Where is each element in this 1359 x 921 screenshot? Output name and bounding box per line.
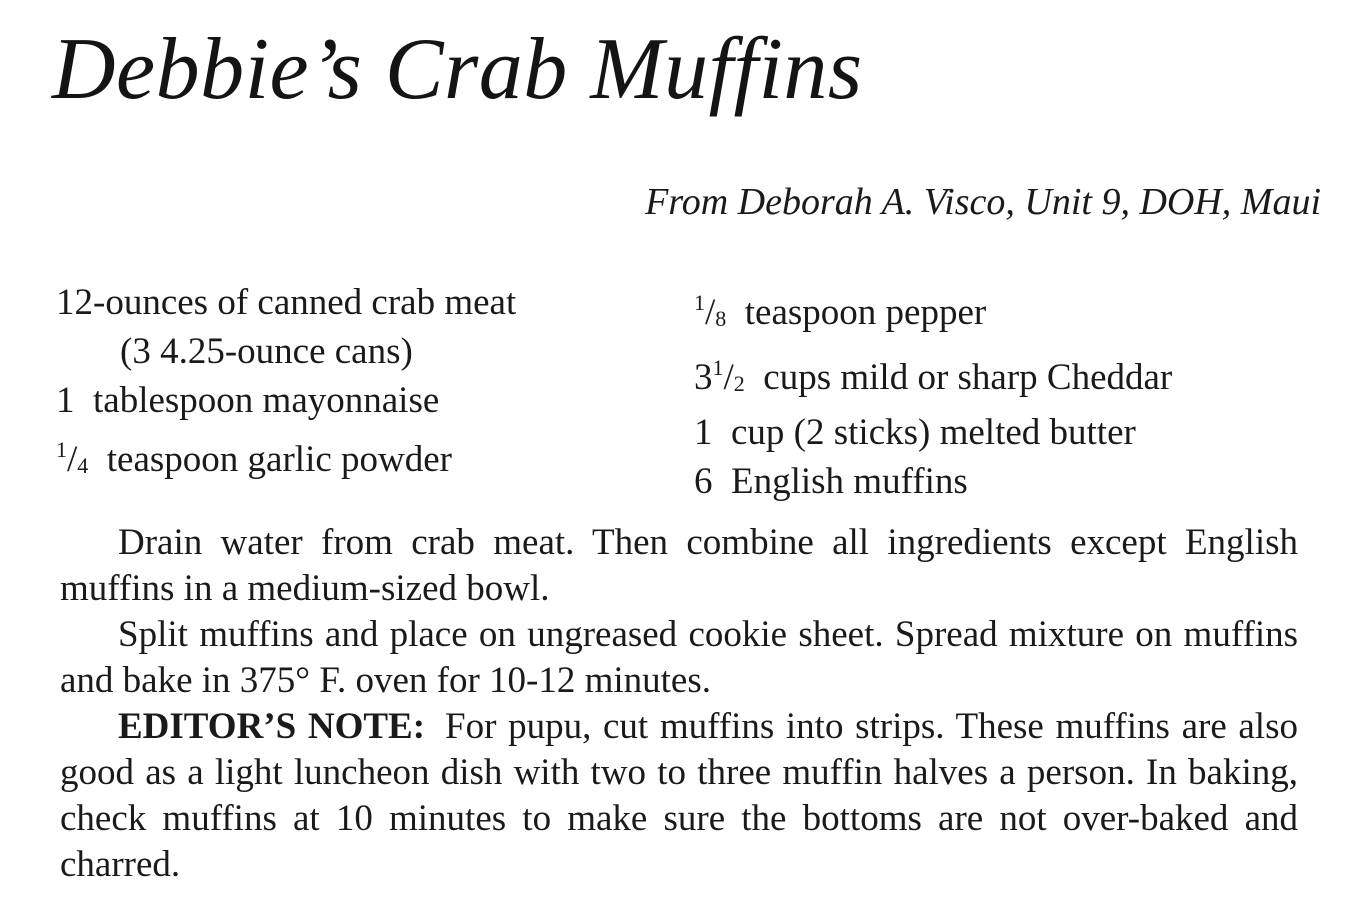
ingredients-right-column [694, 278, 1172, 506]
ingredient-item: 12-ounces of canned crab meat [56, 282, 517, 323]
direction-paragraph: Split muffins and place on ungreased cookie sheet. Spread mixture on muffins and bake in 375° F. oven for 10-12 minutes. [60, 614, 1298, 701]
ingredient-item: 1 cup (2 sticks) melted butter [694, 412, 1136, 453]
editors-note-label: EDITOR’S NOTE: [118, 706, 426, 747]
fraction: $^1/_4$ [56, 437, 89, 480]
directions [60, 520, 1298, 888]
ingredient-item: $3^1/_2$ cups mild or sharp Cheddar [694, 355, 1173, 398]
fraction: $3^1/_2$ [694, 355, 745, 398]
ingredient-item: 1 tablespoon mayonnaise [56, 380, 440, 421]
fraction: $^1/_8$ [694, 290, 727, 333]
ingredient-item: $^1/_8$ teaspoon pepper [694, 290, 987, 333]
editors-note-text: For pupu, cut muffins into strips. These muffins are also good as a light luncheon dish with two to three muffin halves a person. In baking, check muffins at 10 minutes to make sure the bottoms are not over-baked and charred. [60, 706, 1298, 885]
recipe-title: Debbie’s Crab Muffins [52, 21, 863, 118]
editors-note [60, 704, 1298, 888]
recipe-attribution: From Deborah A. Visco, Unit 9, DOH, Maui [645, 181, 1321, 223]
ingredient-item: $^1/_4$ teaspoon garlic powder [56, 437, 452, 480]
direction-paragraph: Drain water from crab meat. Then combine all ingredients except English muffins in a medium-sized bowl. [60, 522, 1298, 609]
ingredient-item: 6 English muffins [694, 461, 968, 502]
ingredients-left-column [56, 278, 516, 490]
ingredient-item: (3 4.25-ounce cans) [120, 331, 413, 372]
